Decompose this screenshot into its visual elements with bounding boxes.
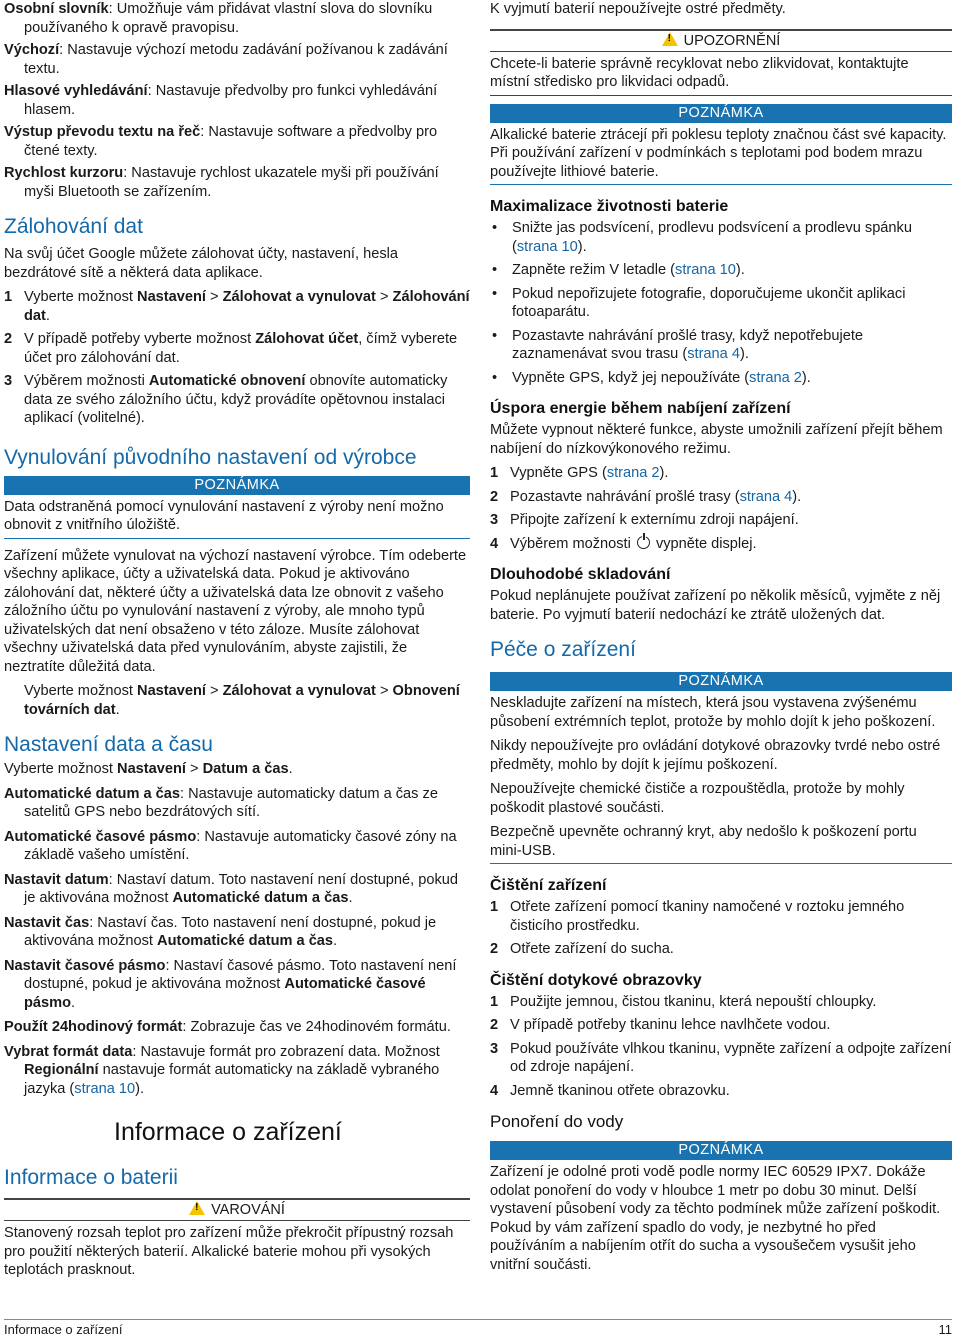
page-link[interactable]: strana 2	[606, 465, 660, 481]
list-item: 1 Vyberte možnost Nastavení > Zálohovat a vynulovat > Zálohování dat.	[4, 289, 470, 324]
def-item: Použít 24hodinový formát: Zobrazuje čas ve 24hodinovém formátu.	[4, 1019, 451, 1035]
saving-intro: Můžete vypnout některé funkce, abyste umožnili zařízení přejít během nabíjení do nízkovýkonového režimu.	[490, 422, 943, 457]
list-item: 4 Výběrem možnosti vypněte displej.	[490, 535, 757, 552]
left-column	[4, 0, 470, 1286]
note-text: Data odstraněná pomocí vynulování nastavení z výroby není možno obnovit z vnitřního úložiště.	[4, 498, 470, 539]
list-item: • Zapněte režim V letadle (strana 10).	[490, 261, 952, 280]
datetime-heading: Nastavení data a času	[4, 733, 213, 756]
list-item: 3 Připojte zařízení k externímu zdroji napájení.	[490, 512, 799, 528]
list-item: 4 Jemně tkaninou otřete obrazovku.	[490, 1082, 730, 1099]
water-text: Zařízení je odolné proti vodě podle normy IEC 60529 IPX7. Dokáže odolat ponoření do vody v hloubce 1 metr po dobu 30 minut. Delší vystavení působení vody za těchto podmínek může zařízení poškodit. Pokud by vám zařízení spadlo do vody, je nezbytné ho před používáním a nabíjením otřít do sucha a vysoušečem vysušit jeho vnitřní součásti.	[490, 1164, 941, 1273]
backup-heading: Zálohování dat	[4, 215, 143, 238]
right-column	[490, 0, 952, 1280]
list-item: 2 V případě potřeby tkaninu lehce navlhčete vodou.	[490, 1017, 831, 1033]
caution-text: Chcete-li baterie správně recyklovat nebo zlikvidovat, kontaktujte místní středisko pro likvidaci odpadů.	[490, 55, 952, 96]
care-paragraph: Neskladujte zařízení na místech, která jsou vystavena zvýšenému působení extrémních teplot, protože by mohlo dojít k jeho poškození.	[490, 695, 936, 730]
screen-cleaning-heading: Čištění dotykové obrazovky	[490, 971, 702, 989]
note-label: POZNÁMKA	[490, 1141, 952, 1160]
def-item: Automatické časové pásmo: Nastavuje automaticky časové zóny na základě vašeho umístění.	[4, 828, 457, 863]
list-item: 3 Pokud používáte vlhkou tkaninu, vypněte zařízení a odpojte zařízení od zdroje napájení.	[490, 1040, 952, 1075]
storage-text: Pokud neplánujete používat zařízení po několik měsíců, vyjměte z něj baterie. Po vyjmutí baterií nedochází ke ztrátě uložených dat.	[490, 588, 941, 623]
battery-top-line: K vyjmutí baterií nepoužívejte ostré předměty.	[490, 1, 786, 17]
screen-cleaning-steps	[490, 993, 952, 1101]
page-number: 11	[938, 1322, 952, 1337]
care-paragraph: Nikdy nepoužívejte pro ovládání dotykové obrazovky tvrdé nebo ostré předměty, mohlo by dojít k jejímu poškození.	[490, 738, 941, 773]
saving-steps	[490, 464, 952, 553]
note-label: POZNÁMKA	[490, 672, 952, 691]
list-item: 1 Vypněte GPS (strana 2).	[490, 465, 669, 481]
def-item: Nastavit čas: Nastaví čas. Toto nastavení není dostupné, pokud je aktivována možnost Automatické datum a čas.	[4, 914, 437, 949]
water-heading: Ponoření do vody	[490, 1112, 624, 1131]
warning-text: Stanovený rozsah teplot pro zařízení může překročit přípustný rozsah pro použití některých baterií. Alkalické baterie mohou při vysokých teplotách prasknout.	[4, 1225, 454, 1278]
list-item: 3 Výběrem možnosti Automatické obnovení obnovíte automaticky data ze svého záložního účtu, když provádíte opětovnou instalaci aplikací (volitelné).	[4, 373, 448, 426]
page-link[interactable]: strana 4	[739, 488, 793, 505]
def-item: Nastavit datum: Nastaví datum. Toto nastavení není dostupné, pokud je aktivována možnost Automatické datum a čas.	[4, 871, 459, 906]
def-item: Automatické datum a čas: Nastavuje automaticky datum a čas ze satelitů GPS nebo bezdrátových sítí.	[4, 785, 438, 820]
input-settings-list	[4, 0, 470, 201]
list-item: • Pozastavte nahrávání prošlé trasy, když nepotřebujete zaznamenávat svou trasu (strana 4).	[490, 327, 952, 364]
care-paragraph: Nepoužívejte chemické čističe a rozpouštědla, protože by mohly poškodit plastové součásti.	[490, 781, 905, 816]
warning-triangle-icon	[189, 1201, 205, 1215]
battery-heading: Informace o baterii	[4, 1166, 178, 1189]
note-label: POZNÁMKA	[490, 104, 952, 123]
list-item: 2 Pozastavte nahrávání prošlé trasy (strana 4).	[490, 488, 802, 505]
warning-header: !VAROVÁNÍ	[4, 1198, 470, 1221]
list-item: • Pokud nepořizujete fotografie, doporučujeme ukončit aplikaci fotoaparátu.	[490, 285, 952, 322]
def-item: Osobní slovník: Umožňuje vám přidávat vlastní slova do slovníku používaného k opravě pravopisu.	[4, 1, 433, 36]
page-link[interactable]: strana 10	[675, 262, 736, 278]
list-item: 1 Otřete zařízení pomocí tkaniny namočené v roztoku jemného čisticího prostředku.	[490, 899, 905, 934]
list-item: • Snižte jas podsvícení, prodlevu podsvícení a prodlevu spánku (strana 10).	[490, 219, 952, 256]
list-item: 1 Použijte jemnou, čistou tkaninu, která nepouští chloupky.	[490, 993, 877, 1010]
def-item: Nastavit časové pásmo: Nastaví časové pásmo. Toto nastavení není dostupné, pokud je aktivována možnost Automatické časové pásmo.	[4, 957, 457, 1011]
care-paragraph: Bezpečně upevněte ochranný kryt, aby nedošlo k poškození portu mini-USB.	[490, 823, 952, 864]
def-item: Výchozí: Nastavuje výchozí metodu zadávání požívanou k zadávání textu.	[4, 42, 448, 77]
page-footer	[4, 1322, 952, 1338]
def-item: Vybrat formát data: Nastavuje formát pro zobrazení data. Možnost Regionální nastavuje formát automaticky na základě vybraného jazyka (strana 10).	[4, 1043, 440, 1097]
storage-heading: Dlouhodobé skladování	[490, 566, 671, 583]
def-item: Výstup převodu textu na řeč: Nastavuje software a předvolby pro čtené texty.	[4, 124, 438, 159]
list-item: 2 V případě potřeby vyberte možnost Zálohovat účet, čímž vyberete účet pro zálohování dat.	[4, 331, 458, 366]
warning-triangle-icon	[662, 32, 678, 46]
def-item: Hlasové vyhledávání: Nastavuje předvolby pro funkci vyhledávání hlasem.	[4, 83, 438, 118]
caution-header: !UPOZORNĚNÍ	[490, 29, 952, 52]
def-item: Rychlost kurzoru: Nastavuje rychlost ukazatele myši při používání myši Bluetooth se zařízením.	[4, 165, 439, 200]
page-link[interactable]: strana 10	[74, 1080, 136, 1097]
note-label: POZNÁMKA	[4, 476, 470, 495]
reset-step: Vyberte možnost Nastavení > Zálohovat a vynulovat > Obnovení továrních dat.	[24, 683, 460, 718]
page-link[interactable]: strana 2	[749, 369, 802, 386]
care-heading: Péče o zařízení	[490, 638, 636, 661]
power-icon	[637, 536, 650, 549]
list-item: 2 Otřete zařízení do sucha.	[490, 941, 674, 957]
saving-heading: Úspora energie během nabíjení zařízení	[490, 400, 791, 417]
cleaning-heading: Čištění zařízení	[490, 877, 607, 894]
footer-divider	[4, 1319, 952, 1320]
maximize-list	[490, 219, 952, 387]
chapter-title: Informace o zařízení	[114, 1118, 342, 1146]
reset-paragraph: Zařízení můžete vynulovat na výchozí nastavení výrobce. Tím odeberte všechny aplikace, účty a uživatelská data. Pokud je aktivováno zálohování dat, některé účty a uživatelská data lze obnovit z vašeho záložního účtu po vynulování nastavení z výroby, ale mnoho typů uživatelských dat není obsaženo v této záloze. Musíte zálohovat všechny uživatelská data před vynulováním, abyste zajistili, že neztratíte důležitá data.	[4, 547, 467, 675]
backup-intro: Na svůj účet Google můžete zálohovat účty, nastavení, hesla bezdrátové sítě a některá data aplikace.	[4, 246, 398, 281]
footer-chapter: Informace o zařízení	[4, 1322, 123, 1337]
datetime-intro: Vyberte možnost Nastavení > Datum a čas.	[4, 761, 293, 777]
cleaning-steps	[490, 898, 952, 959]
page-link[interactable]: strana 10	[516, 238, 578, 255]
note-text: Alkalické baterie ztrácejí při poklesu teploty značnou část své kapacity. Při používání zařízení v podmínkách s teplotami pod bodem mrazu používejte lithiové baterie.	[490, 126, 952, 186]
reset-heading: Vynulování původního nastavení od výrobce	[4, 445, 417, 469]
maximize-heading: Maximalizace životnosti baterie	[490, 198, 729, 215]
backup-steps	[4, 288, 470, 428]
page-link[interactable]: strana 4	[687, 346, 740, 362]
list-item: • Vypněte GPS, když jej nepoužíváte (strana 2).	[490, 369, 952, 388]
